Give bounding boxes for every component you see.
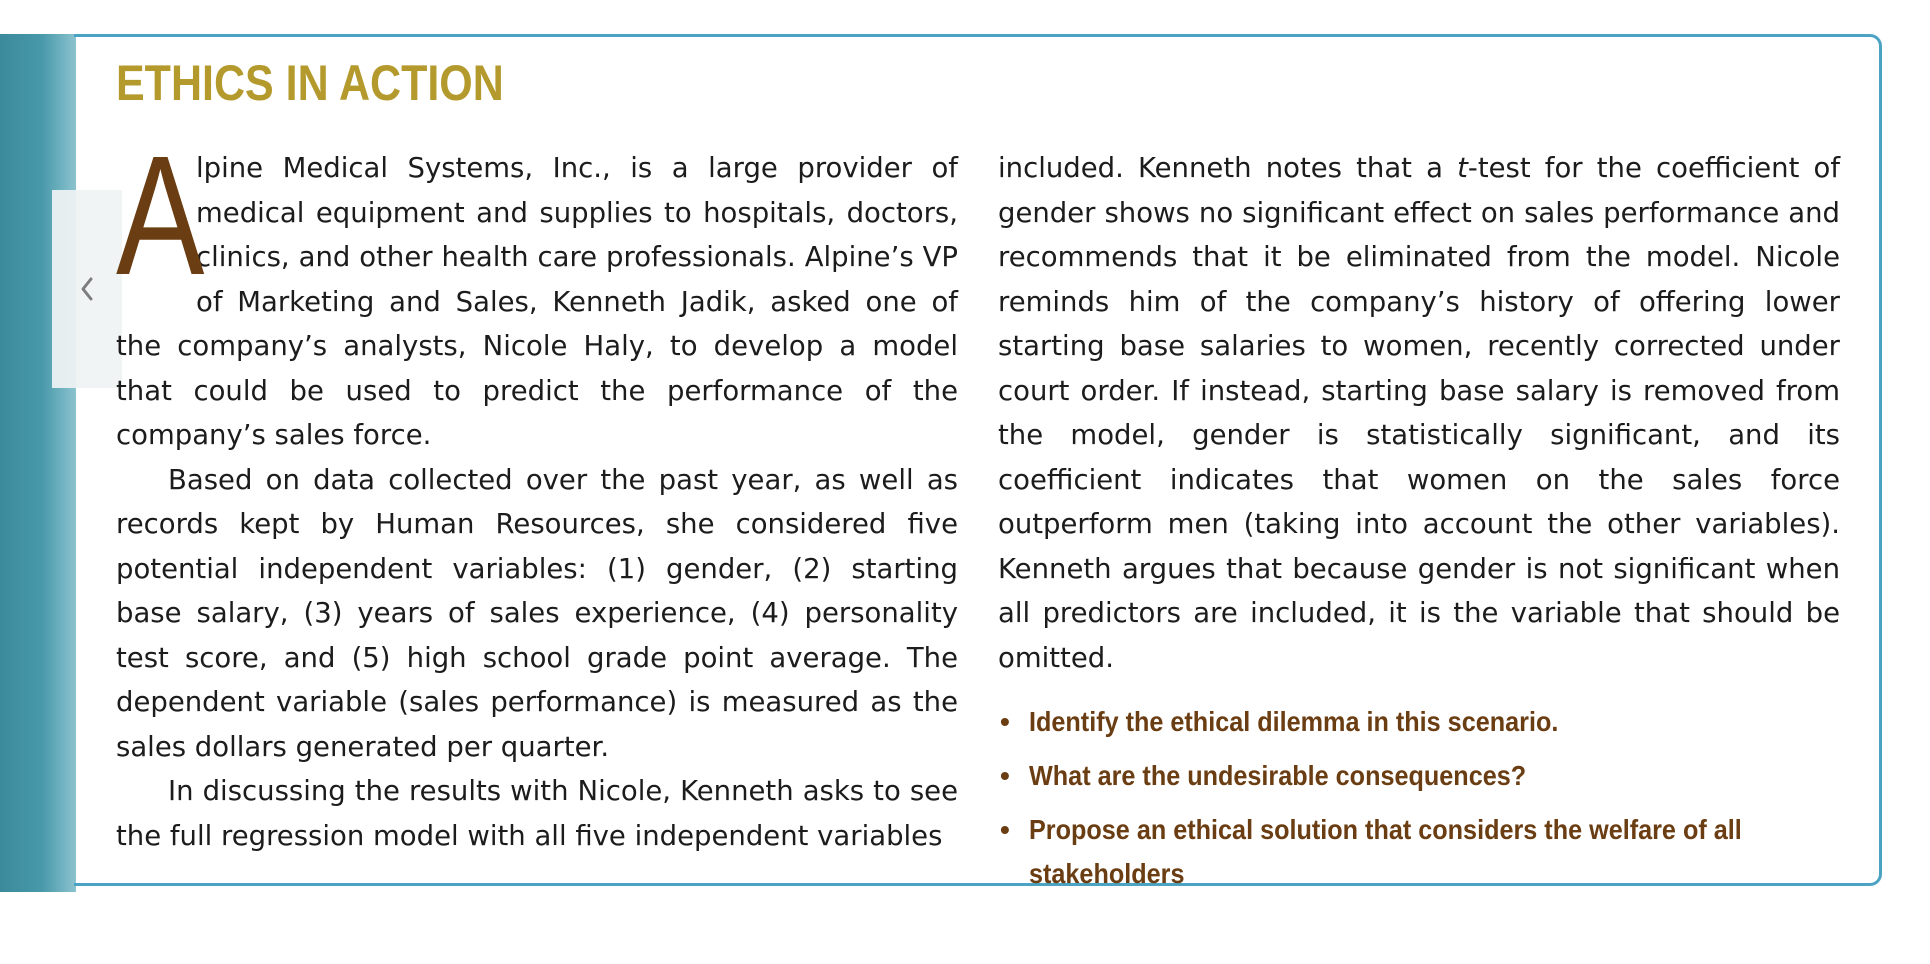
question-item — [998, 700, 1840, 744]
article-paragraph-3-continued — [998, 146, 1840, 680]
left-decorative-band — [0, 34, 76, 892]
t-test-italic: t — [1457, 152, 1468, 184]
question-item — [998, 754, 1840, 798]
bullet-icon: • — [1000, 814, 1010, 845]
section-heading: ETHICS IN ACTION — [116, 55, 504, 111]
article-column-left — [116, 121, 958, 858]
question-text: What are the undesirable consequences? — [1029, 760, 1527, 791]
chevron-left-icon — [79, 276, 95, 302]
question-item — [998, 808, 1840, 896]
article-paragraph-3-start: In discussing the results with Nicole, Kenneth asks to see the full regression model with all five independent variables — [116, 775, 958, 852]
article-column-right — [998, 146, 1840, 906]
paragraph-1-text: lpine Medical Systems, Inc., is a large provider of medical equipment and supplies to hospitals, doctors, clinics, and other health care professionals. Alpine’s VP of Marketing and Sales, Kenneth Jadik, asked one of the company’s analysts, Nicole Haly, to develop a model that could be used to predict the performance of the company’s sales force. — [116, 152, 958, 451]
question-text: Propose an ethical solution that considers the welfare of all stakeholders — [1029, 814, 1742, 889]
discussion-questions — [998, 700, 1840, 896]
paragraph-3-text-b: -test for the coefficient of gender shows no significant effect on sales performance and recommends that it be eliminated from the model. Nicole reminds him of the company’s history of offering lower starting base salaries to women, recently corrected under court order. If instead, starting base salary is removed from the model, gender is statistically significant, and its coefficient indicates that women on the sales force outperform men (taking into account the other variables). Kenneth argues that because gender is not significant when all predictors are included, it is the variable that should be omitted. — [998, 152, 1841, 674]
previous-page-button[interactable] — [52, 190, 122, 388]
question-text: Identify the ethical dilemma in this scenario. — [1029, 706, 1559, 737]
drop-cap: A — [116, 121, 205, 311]
paragraph-3-text-a: included. Kenneth notes that a — [998, 152, 1458, 184]
article-paragraph-1 — [116, 121, 958, 458]
bullet-icon: • — [1000, 706, 1010, 737]
article-paragraph-2: Based on data collected over the past year, as well as records kept by Human Resources, she considered five potential independent variables: (1) gender, (2) starting base salary, (3) years of sales experience, (4) personality test score, and (5) high school grade point average. The dependent variable (sales performance) is measured as the sales dollars generated per quarter. — [116, 463, 958, 763]
bullet-icon: • — [1000, 760, 1010, 791]
